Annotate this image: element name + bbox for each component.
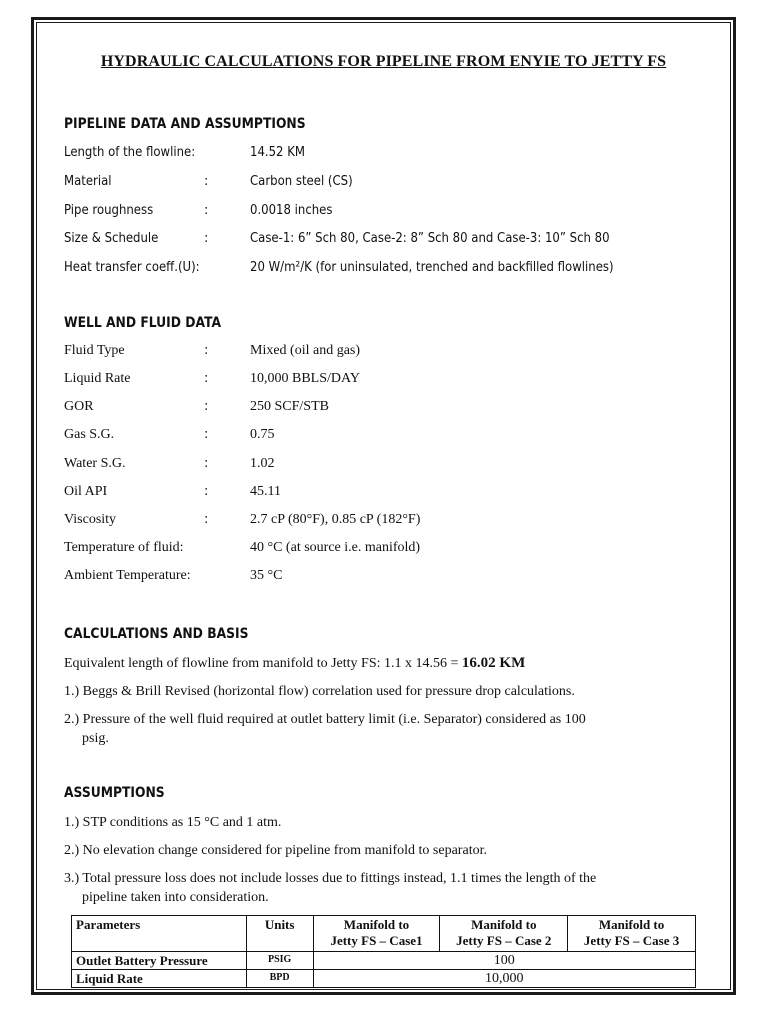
equivalent-length-result: 16.02 KM — [461, 655, 526, 671]
assumption-item-1: 1.) STP conditions as 15 °C and 1 atm. — [64, 815, 282, 830]
unit-cell: PSIG — [246, 952, 313, 970]
equivalent-length-line — [64, 654, 704, 673]
table-row — [72, 970, 696, 988]
row-label: Water S.G. — [64, 456, 126, 471]
row-separator: : — [204, 399, 209, 414]
calc-item-2-line1: 2.) Pressure of the well fluid required at outlet battery limit (i.e. Separator) considered as 100 — [64, 712, 586, 727]
pipeline-data-heading: PIPELINE DATA AND ASSUMPTIONS — [64, 116, 306, 132]
well-row — [64, 568, 704, 586]
header-case-3-line2: Jetty FS – Case 3 — [583, 933, 680, 948]
row-label: Fluid Type — [64, 343, 125, 358]
assumptions-heading: ASSUMPTIONS — [64, 785, 165, 801]
row-separator: : — [204, 174, 209, 189]
row-value: 40 °C (at source i.e. manifold) — [250, 540, 421, 555]
param-cell: Outlet Battery Pressure — [72, 952, 247, 970]
row-label: Heat transfer coeff.(U): — [64, 260, 200, 275]
table-row — [72, 952, 696, 970]
row-label: Ambient Temperature: — [64, 568, 191, 583]
row-value: 20 W/m²/K (for uninsulated, trenched and backfilled flowlines) — [250, 260, 614, 275]
header-case-1-line2: Jetty FS – Case1 — [330, 933, 423, 948]
header-case-2-line1: Manifold to — [471, 917, 537, 932]
row-label: Gas S.G. — [64, 427, 115, 442]
pipeline-row — [64, 145, 704, 163]
row-separator: : — [204, 203, 209, 218]
header-units: Units — [246, 916, 313, 952]
header-case-3 — [568, 916, 696, 952]
unit-cell: BPD — [246, 970, 313, 988]
row-value: 45.11 — [250, 484, 281, 499]
calculations-heading: CALCULATIONS AND BASIS — [64, 626, 249, 642]
well-row — [64, 399, 704, 417]
calc-item-1: 1.) Beggs & Brill Revised (horizontal flow) correlation used for pressure drop calculations. — [64, 684, 575, 699]
equivalent-length-text: Equivalent length of flowline from manifold to Jetty FS: 1.1 x 14.56 = — [64, 656, 462, 671]
row-label: Liquid Rate — [64, 371, 131, 386]
row-label: Length of the flowline: — [64, 145, 196, 160]
well-row — [64, 456, 704, 474]
well-fluid-heading: WELL AND FLUID DATA — [64, 315, 222, 331]
header-case-3-line1: Manifold to — [598, 917, 665, 932]
row-value: 0.0018 inches — [250, 203, 333, 218]
header-case-1 — [313, 916, 440, 952]
assumption-item-2: 2.) No elevation change considered for pipeline from manifold to separator. — [64, 843, 487, 858]
row-value: 0.75 — [250, 427, 275, 442]
row-value: Carbon steel (CS) — [250, 174, 353, 189]
row-separator: : — [204, 231, 209, 246]
assumption-item-3-line1: 3.) Total pressure loss does not include losses due to fittings instead, 1.1 times the length of the — [64, 871, 597, 886]
row-separator: : — [204, 343, 209, 358]
pipeline-row — [64, 231, 704, 249]
row-label: Temperature of fluid: — [64, 540, 184, 555]
assumption-item-3-line2: pipeline taken into consideration. — [82, 890, 269, 905]
pipeline-row — [64, 174, 704, 192]
row-value: 1.02 — [250, 456, 275, 471]
well-row — [64, 427, 704, 445]
row-label: Oil API — [64, 484, 108, 499]
row-value: Case-1: 6” Sch 80, Case-2: 8” Sch 80 and Case-3: 10” Sch 80 — [250, 231, 610, 246]
header-case-2 — [440, 916, 568, 952]
row-label: Material — [64, 174, 112, 189]
row-value: Mixed (oil and gas) — [250, 343, 361, 358]
well-row — [64, 484, 704, 502]
pipeline-row — [64, 260, 704, 278]
row-separator: : — [204, 427, 209, 442]
row-label: Pipe roughness — [64, 203, 154, 218]
row-separator: : — [204, 456, 209, 471]
row-value: 2.7 cP (80°F), 0.85 cP (182°F) — [250, 512, 421, 527]
well-row — [64, 512, 704, 530]
row-value: 14.52 KM — [250, 145, 305, 160]
value-cell: 10,000 — [313, 970, 695, 988]
assumption-item-3 — [64, 869, 704, 907]
row-separator: : — [204, 484, 209, 499]
row-separator: : — [204, 371, 209, 386]
row-value: 10,000 BBLS/DAY — [250, 371, 360, 386]
well-row — [64, 371, 704, 389]
row-label: Viscosity — [64, 512, 117, 527]
calc-item-2-line2: psig. — [82, 731, 109, 746]
row-separator: : — [204, 512, 209, 527]
header-parameters: Parameters — [72, 916, 247, 952]
table-header-row — [72, 916, 696, 952]
well-row — [64, 343, 704, 361]
value-cell: 100 — [313, 952, 695, 970]
param-cell: Liquid Rate — [72, 970, 247, 988]
row-label: Size & Schedule — [64, 231, 159, 246]
well-row — [64, 540, 704, 558]
calc-item-2 — [64, 710, 704, 748]
row-value: 35 °C — [250, 568, 283, 583]
row-label: GOR — [64, 399, 94, 414]
header-case-1-line1: Manifold to — [343, 917, 410, 932]
pipeline-row — [64, 203, 704, 221]
document-title: HYDRAULIC CALCULATIONS FOR PIPELINE FROM ENYIE TO JETTY FS — [100, 53, 667, 70]
row-value: 250 SCF/STB — [250, 399, 329, 414]
header-case-2-line2: Jetty FS – Case 2 — [456, 933, 552, 948]
parameters-table — [71, 915, 696, 988]
